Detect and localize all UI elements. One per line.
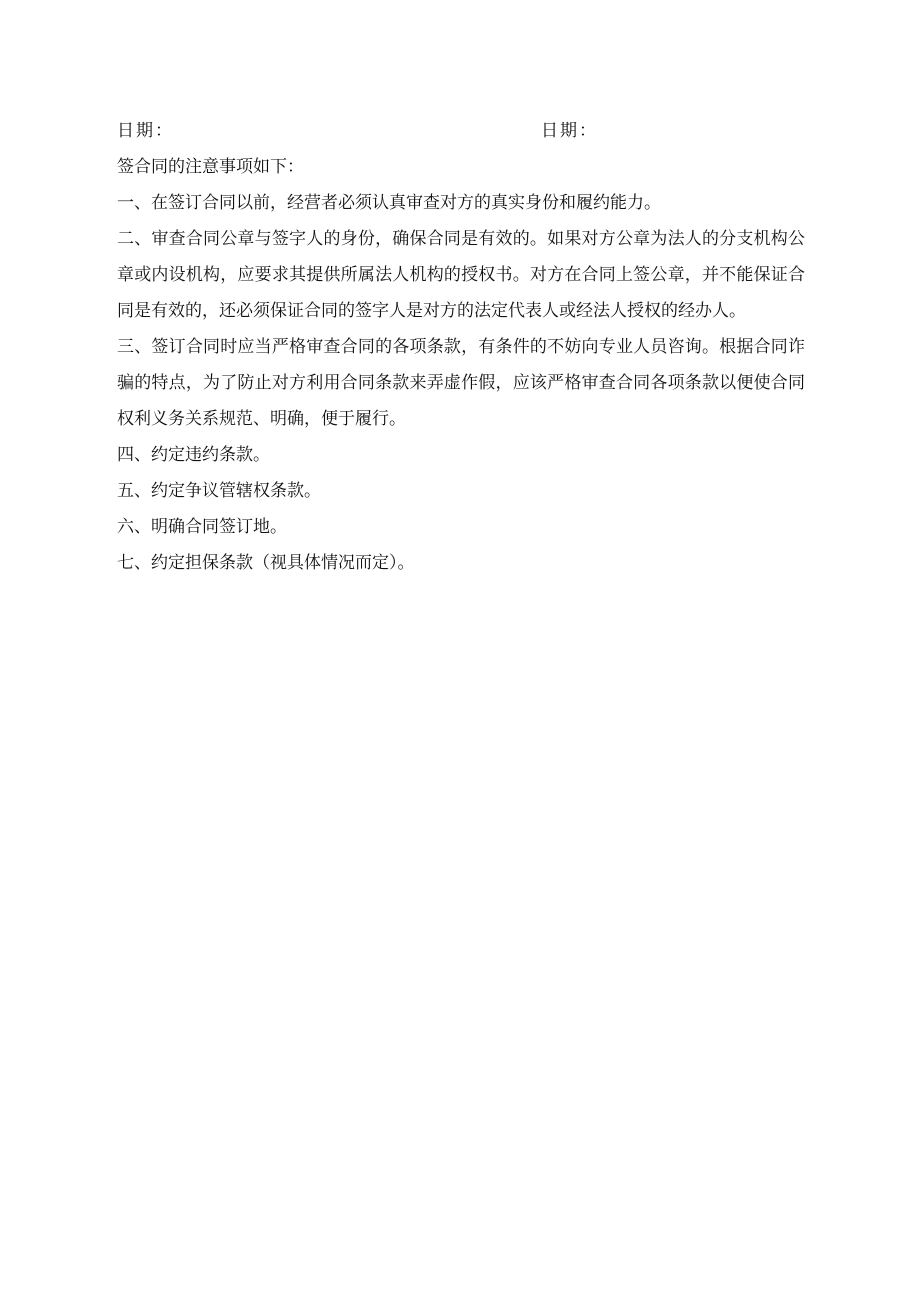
date-row [117,113,805,149]
note-item-5: 五、约定争议管辖权条款。 [117,481,321,501]
note-item-7: 七、约定担保条款（视具体情况而定）。 [117,553,415,573]
notes-heading: 签合同的注意事项如下： [117,157,304,177]
note-item-1: 一、在签订合同以前，经营者必须认真审查对方的真实身份和履约能力。 [117,193,661,213]
note-item-3: 三、签订合同时应当严格审查合同的各项条款，有条件的不妨向专业人员咨询。根据合同诈骗的特点，为了防止对方利用合同条款来弄虚作假，应该严格审查合同各项条款以便使合同权利义务关系规范、明确，便于履行。 [117,337,805,429]
note-item-4: 四、约定违约条款。 [117,445,270,465]
document-body [117,113,805,581]
note-item-2: 二、审查合同公章与签字人的身份，确保合同是有效的。如果对方公章为法人的分支机构公章或内设机构，应要求其提供所属法人机构的授权书。对方在合同上签公章，并不能保证合同是有效的，还必须保证合同的签字人是对方的法定代表人或经法人授权的经办人。 [117,229,805,321]
note-item-6: 六、明确合同签订地。 [117,517,287,537]
date-label-left: 日期： [117,121,174,141]
date-label-right: 日期： [541,121,598,141]
